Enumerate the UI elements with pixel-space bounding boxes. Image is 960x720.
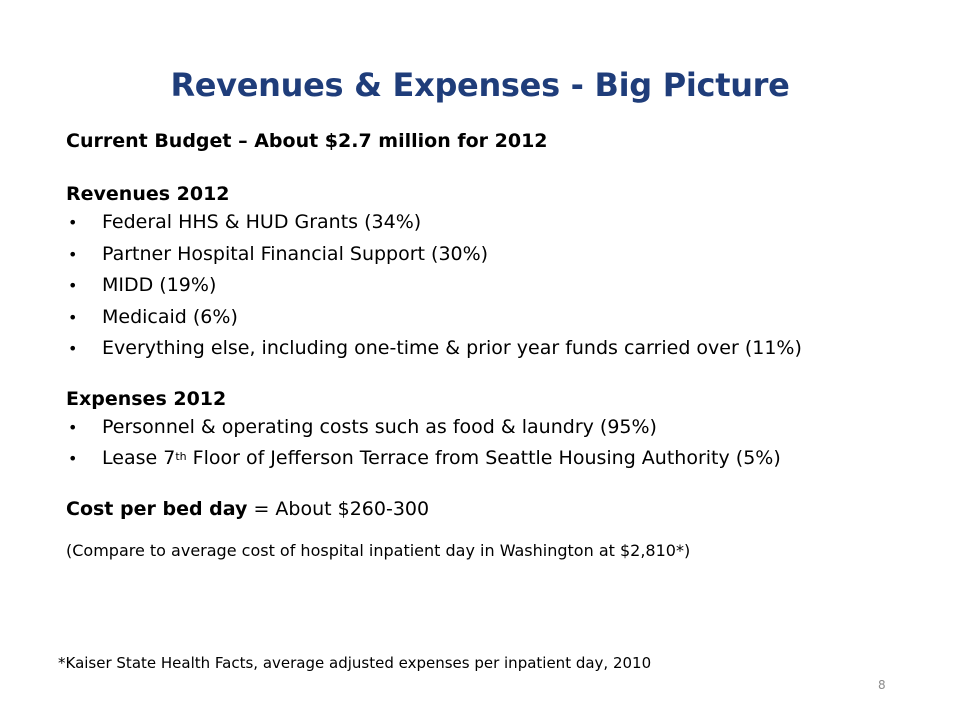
bullet-icon: • xyxy=(68,339,78,358)
bullet-icon: • xyxy=(68,449,78,468)
cost-value: = About $260-300 xyxy=(247,497,430,520)
footnote: *Kaiser State Health Facts, average adjusted expenses per inpatient day, 2010 xyxy=(58,654,652,672)
expenses-list xyxy=(66,412,926,475)
bullet-icon: • xyxy=(68,213,78,232)
expenses-heading: Expenses 2012 xyxy=(66,387,227,410)
current-budget: Current Budget – About $2.7 million for 2012 xyxy=(66,130,548,152)
bullet-icon: • xyxy=(68,307,78,327)
revenues-list xyxy=(66,207,926,365)
slide-title: Revenues & Expenses - Big Picture xyxy=(170,66,790,104)
list-item: • Federal HHS & HUD Grants (34%) xyxy=(66,207,926,239)
list-item: • Partner Hospital Financial Support (30%) xyxy=(66,239,926,271)
slide-body xyxy=(66,128,926,563)
list-item: • MIDD (19%) xyxy=(66,270,926,302)
list-item: • Medicaid (6%) xyxy=(66,302,926,334)
bullet-icon: • xyxy=(68,244,78,264)
page-number: 8 xyxy=(878,678,886,692)
list-item: • Personnel & operating costs such as food & laundry (95%) xyxy=(66,412,926,444)
revenues-heading: Revenues 2012 xyxy=(66,183,230,205)
bullet-icon: • xyxy=(68,417,78,437)
compare-note: (Compare to average cost of hospital inpatient day in Washington at $2,810*) xyxy=(66,540,691,560)
list-item: • Lease 7th Floor of Jefferson Terrace from Seattle Housing Authority (5%) xyxy=(66,443,926,475)
list-item: • Everything else, including one-time & prior year funds carried over (11%) xyxy=(66,333,926,365)
cost-per-bed-day xyxy=(66,496,926,522)
bullet-icon: • xyxy=(68,276,78,295)
cost-label: Cost per bed day xyxy=(66,497,248,520)
